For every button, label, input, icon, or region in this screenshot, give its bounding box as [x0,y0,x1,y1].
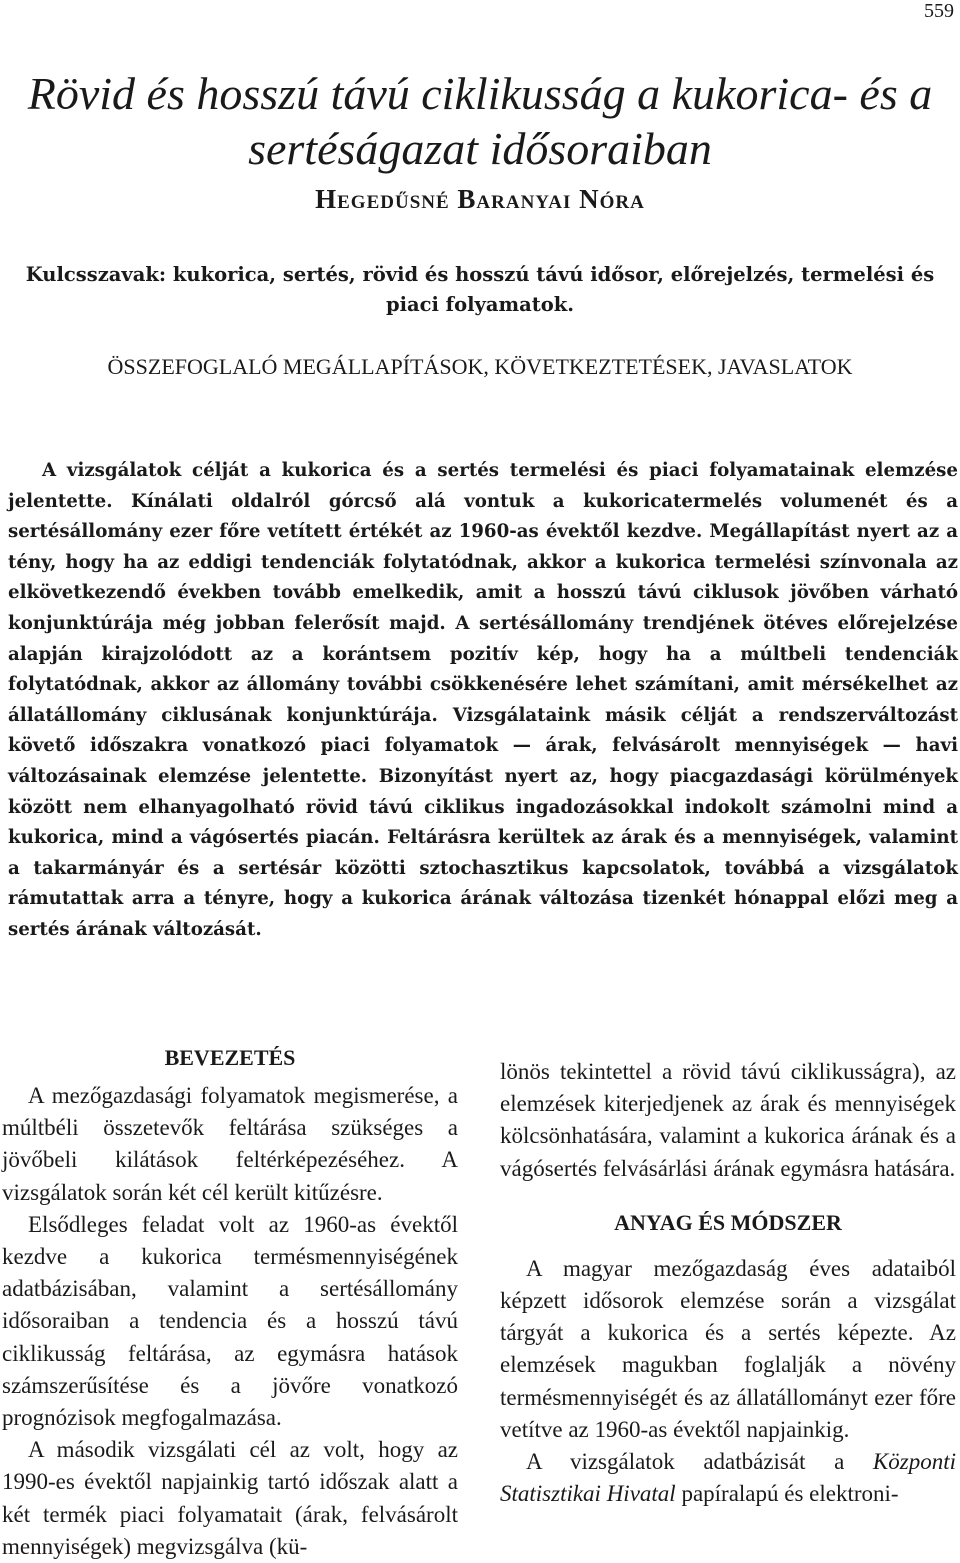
introduction-continuation: lönös tekintettel a rövid távú ciklikusságra), az elemzések kiterjedjenek az árak és mennyiségek kölcsönhatására, valamint a kukorica árának és a vágósertés felvásárlási árának egymásra hatására. [500,1059,956,1181]
methods-text: papíralapú és elektroni- [675,1481,899,1507]
page-number: 559 [924,0,954,22]
introduction-paragraph: Elsődleges feladat volt az 1960-as évektől kezdve a kukorica termésmennyiségének adatbázisában, valamint a sertésállomány idősoraiban a tendencia és a hosszú távú ciklikusság feltárása, az egymásra hatások számszerűsítése és a jövőre vonatkozó prognózisok megfogalmazása. [2,1211,458,1431]
keywords: Kulcsszavak: kukorica, sertés, rövid és hosszú távú idősor, előrejelzés, termelési és piaci folyamatok. [25,263,935,316]
left-column [2,1042,458,1563]
introduction-paragraph: A második vizsgálati cél az volt, hogy az 1990-es évektől napjainkig tartó időszak alatt a két termék piaci folyamatait (árak, felvásárolt mennyiségek) megvizsgálva (kü- [2,1437,458,1559]
author-name: Hegedűsné Baranyai Nóra [315,184,645,214]
introduction-paragraph: A mezőgazdasági folyamatok megismerése, a múltbéli összetevők feltárása szükséges a jövőbeli kilátások feltérképezéséhez. A vizsgálatok során két cél került kitűzésre. [2,1083,458,1205]
methods-text: A vizsgálatok adatbázisát a [526,1449,873,1475]
summary-heading: ÖSSZEFOGLALÓ MEGÁLLAPÍTÁSOK, KÖVETKEZTETÉSEK, JAVASLATOK [107,354,853,379]
methods-heading: ANYAG ÉS MÓDSZER [614,1209,842,1235]
methods-paragraph [500,1446,956,1510]
methods-paragraph: A magyar mezőgazdaság éves adataiból képzett idősorok elemzése során a vizsgálat tárgyát a kukorica és a sertés képezte. Az elemzések magukban foglalják a növény termésmennyiségét és az állatállományt ezer főre vetítve az 1960-as évektől napjainkig. [500,1255,956,1442]
article-title: Rövid és hosszú távú ciklikusság a kukorica- és a sertéságazat idősoraiban [27,68,933,174]
right-column [500,1056,956,1510]
institution-name: Központi Statisztikai Hivatal [500,1449,956,1507]
introduction-heading: BEVEZETÉS [164,1045,296,1070]
abstract-text: A vizsgálatok célját a kukorica és a sertés termelési és piaci folyamatainak elemzése jelentette. Kínálati oldalról górcső alá vontuk a kukoricatermelés volumenét és a sertésállomány ezer főre vetített értékét az 1960-as évektől kezdve. Megállapítást nyert az a tény, hogy ha az eddigi tendenciák folytatódnak, akkor a kukorica termelési színvonala az elkövetkezendő években tovább emelkedik, amit a hosszú távú ciklusok jövőben várható konjunktúrája még jobban felerősít majd. A sertésállomány trendjének ötéves előrejelzése alapján kirajzolódott az a korántsem pozitív kép, hogy ha a múltbeli tendenciák folytatódnak, akkor az állomány további csökkenésére lehet számítani, amit mérsékelhet az állatállomány ciklusának konjunktúrája. Vizsgálataink másik célját a rendszerváltozást követő időszakra vonatkozó piaci folyamatok — árak, felvásárolt mennyiségek — havi változásainak elemzése jelentette. Bizonyítást nyert az, hogy piacgazdasági körülmények között nem elhanyagolható rövid távú ciklikus ingadozásokkal indokolt számolni mind a kukorica, mind a vágósertés piacán. Feltárásra kerültek az árak és a mennyiségek, valamint a takarmányár és a sertésár közötti sztochasztikus kapcsolatok, továbbá a vizsgálatok rámutattak arra a tényre, hogy a kukorica árának változása tizenkét hónappal előzi meg a sertés árának változását. [8,460,958,940]
